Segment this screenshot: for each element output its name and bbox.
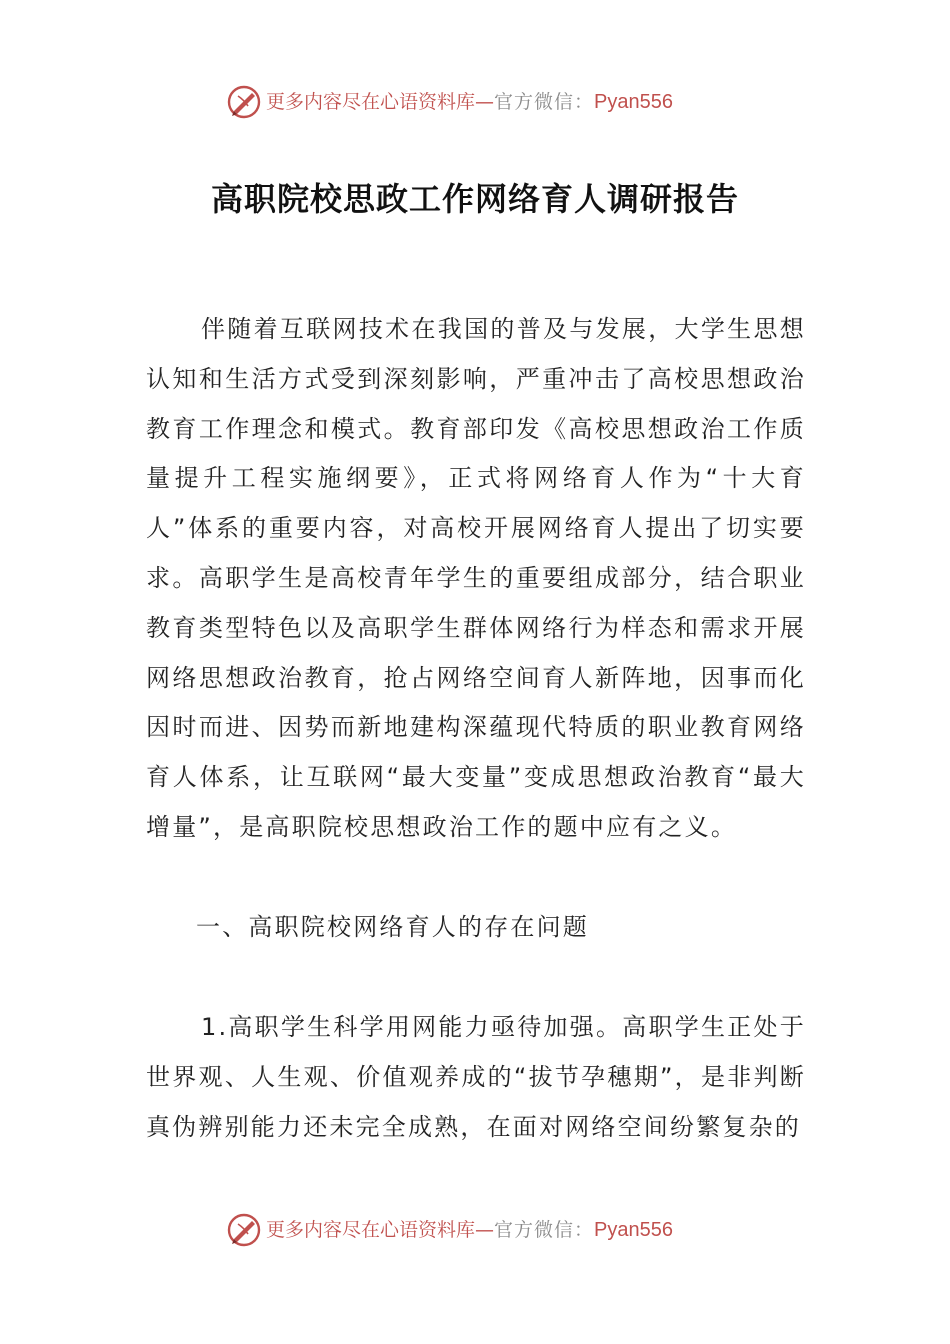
banner-dash: — xyxy=(475,1219,495,1241)
banner-red-text: 更多内容尽在心语资料库 xyxy=(266,1219,476,1241)
document-title: 高职院校思政工作网络育人调研报告 xyxy=(210,180,739,218)
banner-text xyxy=(266,1218,673,1242)
banner-red-text: 更多内容尽在心语资料库 xyxy=(266,91,476,113)
pen-logo-icon xyxy=(226,1212,262,1248)
section-heading: 一、高职院校网络育人的存在问题 xyxy=(196,913,589,941)
pen-logo-icon xyxy=(226,84,262,120)
banner-wechat-id: Pyan556 xyxy=(594,91,673,113)
banner-wechat-id: Pyan556 xyxy=(594,1219,673,1241)
footer-banner xyxy=(0,1208,950,1252)
item-paragraph: 1.高职学生科学用网能力亟待加强。高职学生正处于世界观、人生观、价值观养成的“拔节孕穗期”，是非判断真伪辨别能力还未完全成熟，在面对网络空间纷繁复杂的 xyxy=(146,1013,806,1141)
banner-gray-text: 官方微信： xyxy=(494,1219,595,1241)
banner-dash: — xyxy=(475,91,495,113)
banner-text xyxy=(266,90,673,114)
intro-paragraph: 伴随着互联网技术在我国的普及与发展，大学生思想认知和生活方式受到深刻影响，严重冲击了高校思想政治教育工作理念和模式。教育部印发《高校思想政治工作质量提升工程实施纲要》，正式将网络育人作为“十大育人”体系的重要内容，对高校开展网络育人提出了切实要求。高职学生是高校青年学生的重要组成部分，结合职业教育类型特色以及高职学生群体网络行为样态和需求开展网络思想政治教育，抢占网络空间育人新阵地，因事而化因时而进、因势而新地建构深蕴现代特质的职业教育网络育人体系，让互联网“最大变量”变成思想政治教育“最大增量”，是高职院校思想政治工作的题中应有之义。 xyxy=(146,315,806,841)
banner-gray-text: 官方微信： xyxy=(494,91,595,113)
header-banner xyxy=(0,80,950,124)
